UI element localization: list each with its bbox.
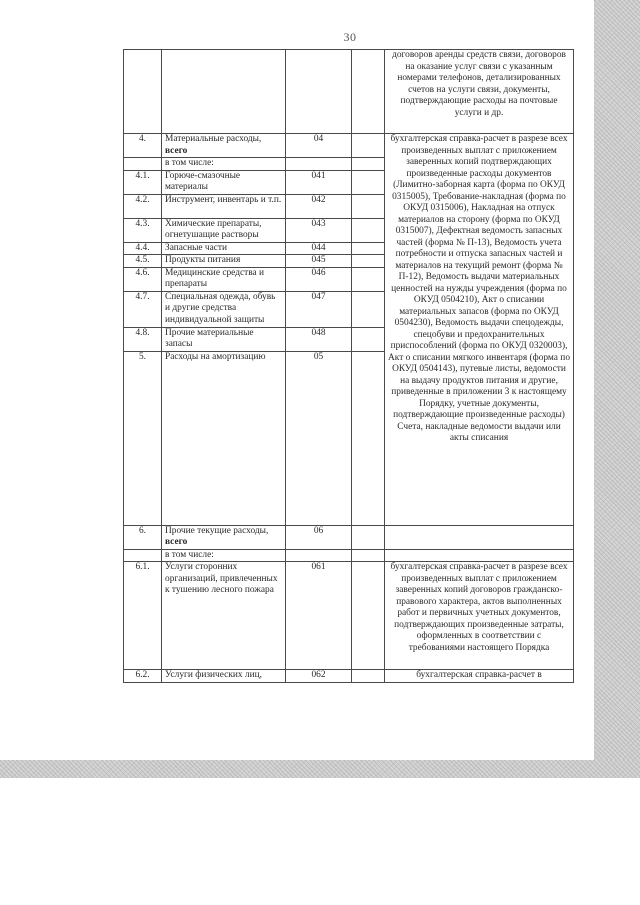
row-number: 4. (124, 134, 162, 158)
row-code: 04 (286, 134, 352, 158)
row-number: 4.5. (124, 255, 162, 268)
row-name-total: всего (165, 145, 188, 156)
row-name: Услуги сторонних организаций, привлеченных к тушению лесного пожара (162, 562, 286, 670)
row-name: Медицинские средства и препараты (162, 267, 286, 291)
row-number: 4.7. (124, 291, 162, 327)
row-empty-cell (352, 158, 385, 171)
row-documents: бухгалтерская справка-расчет в разрезе всех произведенных выплат с приложением заверенных копий договоров гражданско-правового характера, актов выполненных работ и первичных учетных документов, подтверждающих произведенные затраты, оформленных в соответствии с требованиями настоящего Порядка (385, 562, 574, 670)
row-number (124, 50, 162, 134)
row-number: 4.8. (124, 327, 162, 351)
table-row (124, 134, 574, 158)
row-name: в том числе: (162, 158, 286, 171)
row-name: Расходы на амортизацию (162, 351, 286, 525)
row-number: 4.3. (124, 218, 162, 242)
row-code: 062 (286, 670, 352, 683)
row-documents: договоров аренды средств связи, договоров на оказание услуг связи с указанным номерами телефонов, детализированных счетов на услуги связи, документы, подтверждающие расходы на почтовые услуги и др. (385, 50, 574, 134)
table-row (124, 670, 574, 683)
row-code: 042 (286, 194, 352, 218)
row-empty-cell (352, 50, 385, 134)
row-name: Прочие материальные запасы (162, 327, 286, 351)
scan-border-right (594, 0, 640, 777)
row-empty-cell (352, 255, 385, 268)
row-documents: бухгалтерская справка-расчет в разрезе всех произведенных выплат с приложением заверенных копий подтверждающих произведенные расходы документов (Лимитно-заборная карта (форма по ОКУД 0315005), Требование-накладная (форма по ОКУД 0315006), Накладная на отпуск материалов на сторону (форма по ОКУД 0315007), Дефектная ведомость запасных частей (форма № П-13), Ведомость учета потребности и отпуска запасных частей и материалов на текущий ремонт (форма № П-12), Ведомость выдачи материальных ценностей на нужды учреждения (форма по ОКУД 0504210), Акт о списании материальных запасов (форма по ОКУД 0504230), Ведомость выдачи спецодежды, спецобуви и предохранительных приспособлений (форма по ОКУД 0320003), Акт о списании мягкого инвентаря (форма по ОКУД 0504143), путевые листы, ведомости на выдачу продуктов питания и другие, приведенные в приложении 3 к настоящему Порядку, учетные документы, подтверждающие произведенные расходы) Счета, накладные ведомости выдачи или акты списания (385, 134, 574, 526)
row-name: Услуги физических лиц, (162, 670, 286, 683)
row-name: в том числе: (162, 549, 286, 562)
row-documents: бухгалтерская справка-расчет в (385, 670, 574, 683)
row-name-text: Прочие текущие расходы, (165, 525, 269, 536)
row-empty-cell (352, 291, 385, 327)
row-number (124, 549, 162, 562)
row-code: 06 (286, 525, 352, 549)
row-name: Специальная одежда, обувь и другие средства индивидуальной защиты (162, 291, 286, 327)
row-number: 5. (124, 351, 162, 525)
table-row (124, 549, 574, 562)
row-code: 046 (286, 267, 352, 291)
row-empty-cell (352, 134, 385, 158)
row-code: 047 (286, 291, 352, 327)
row-number (124, 158, 162, 171)
row-name (162, 134, 286, 158)
row-name: Инструмент, инвентарь и т.п. (162, 194, 286, 218)
row-name (162, 50, 286, 134)
table-row (124, 525, 574, 549)
scan-border-bottom (0, 760, 640, 778)
row-code: 045 (286, 255, 352, 268)
row-number: 4.4. (124, 242, 162, 255)
row-empty-cell (352, 327, 385, 351)
row-name (162, 525, 286, 549)
row-empty-cell (352, 267, 385, 291)
row-documents (385, 525, 574, 549)
row-code: 043 (286, 218, 352, 242)
table-row (124, 50, 574, 134)
row-number: 4.2. (124, 194, 162, 218)
row-number: 4.6. (124, 267, 162, 291)
row-empty-cell (352, 549, 385, 562)
row-code: 048 (286, 327, 352, 351)
row-code (286, 549, 352, 562)
expense-table (123, 49, 574, 683)
row-number: 6. (124, 525, 162, 549)
row-number: 6.2. (124, 670, 162, 683)
row-code: 061 (286, 562, 352, 670)
row-empty-cell (352, 194, 385, 218)
page-number: 30 (343, 30, 357, 44)
row-code (286, 50, 352, 134)
table-row (124, 562, 574, 670)
row-name: Химические препараты, огнетушащие растворы (162, 218, 286, 242)
row-code (286, 158, 352, 171)
row-empty-cell (352, 218, 385, 242)
row-code: 044 (286, 242, 352, 255)
row-empty-cell (352, 562, 385, 670)
row-name-total: всего (165, 537, 188, 547)
row-empty-cell (352, 351, 385, 525)
row-code: 05 (286, 351, 352, 525)
row-empty-cell (352, 242, 385, 255)
row-number: 4.1. (124, 170, 162, 194)
row-name-text: Материальные расходы, (165, 134, 262, 144)
row-name: Продукты питания (162, 255, 286, 268)
row-name: Горюче-смазочные материалы (162, 170, 286, 194)
row-documents (385, 549, 574, 562)
row-number: 6.1. (124, 562, 162, 670)
row-code: 041 (286, 170, 352, 194)
row-empty-cell (352, 670, 385, 683)
row-name: Запасные части (162, 242, 286, 255)
row-empty-cell (352, 525, 385, 549)
row-empty-cell (352, 170, 385, 194)
